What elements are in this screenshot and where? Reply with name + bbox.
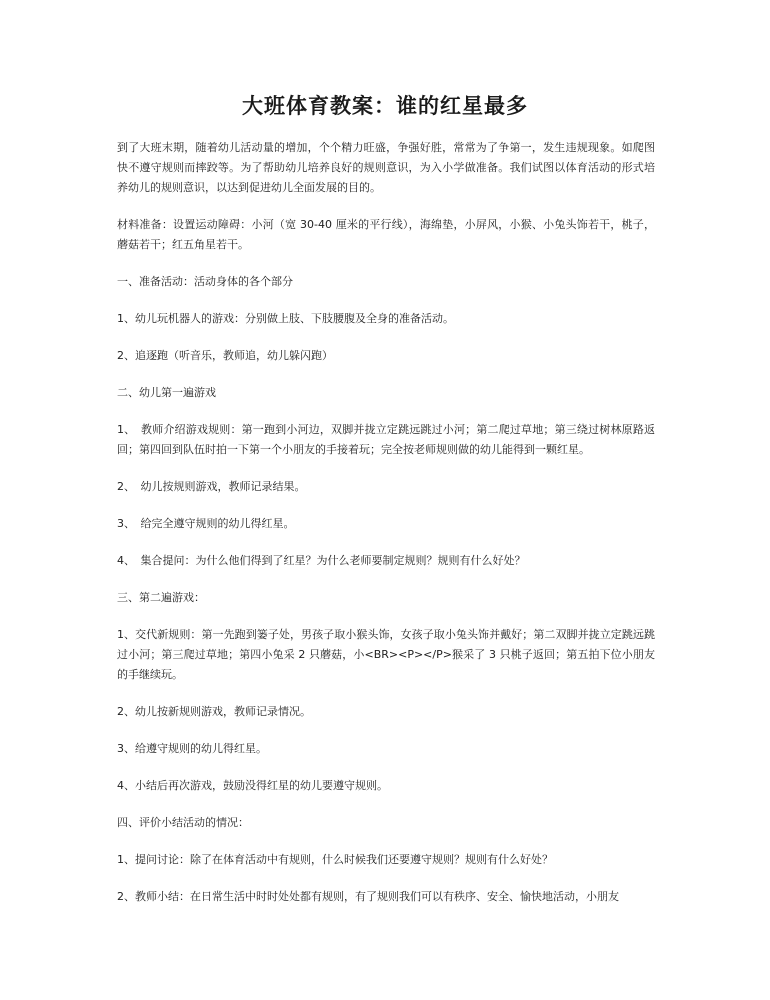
- paragraph-summary-2: 2、教师小结：在日常生活中时时处处都有规则，有了规则我们可以有秩序、安全、愉快地活动，小朋友: [117, 890, 619, 903]
- paragraph-warmup-1: 1、幼儿玩机器人的游戏：分别做上肢、下肢腰腹及全身的准备活动。: [117, 312, 454, 325]
- paragraph-first-game-1: 1、 教师介绍游戏规则：第一跑到小河边，双脚并拢立定跳远跳过小河；第二爬过草地；第三绕过树林原路返回；第四回到队伍时拍一下第一个小朋友的手接着玩；完全按老师规则做的幼儿能得到一颗红星。: [117, 423, 655, 456]
- section-heading-warmup: 一、准备活动：活动身体的各个部分: [117, 275, 293, 288]
- paragraph-intro: 到了大班末期，随着幼儿活动量的增加，个个精力旺盛，争强好胜，常常为了争第一，发生违规现象。如爬图快不遵守规则而摔跤等。为了帮助幼儿培养良好的规则意识，为入小学做准备。我们试图以体育活动的形式培养幼儿的规则意识，以达到促进幼儿全面发展的目的。: [117, 141, 655, 194]
- section-heading-summary: 四、评价小结活动的情况：: [117, 816, 249, 829]
- paragraph-second-game-1: 1、交代新规则：第一先跑到篓子处，男孩子取小猴头饰，女孩子取小兔头饰并戴好；第二双脚并拢立定跳远跳过小河；第三爬过草地；第四小兔采 2 只蘑菇，小<BR><P></P>猴采了 3 只桃子返回；第五拍下位小朋友的手继续玩。: [117, 628, 655, 681]
- section-heading-second-game: 三、第二遍游戏：: [117, 591, 205, 604]
- paragraph-first-game-2: 2、 幼儿按规则游戏，教师记录结果。: [117, 480, 306, 493]
- paragraph-materials: 材料准备：设置运动障碍：小河（宽 30-40 厘米的平行线），海绵垫，小屏风，小猴、小兔头饰若干，桃子，蘑菇若干；红五角星若干。: [117, 218, 655, 251]
- paragraph-second-game-3: 3、给遵守规则的幼儿得红星。: [117, 742, 267, 755]
- paragraph-second-game-2: 2、幼儿按新规则游戏，教师记录情况。: [117, 705, 311, 718]
- document-title: 大班体育教案：谁的红星最多: [242, 93, 528, 118]
- section-heading-first-game: 二、幼儿第一遍游戏: [117, 386, 216, 399]
- paragraph-first-game-3: 3、 给完全遵守规则的幼儿得红星。: [117, 517, 295, 530]
- paragraph-second-game-4: 4、小结后再次游戏，鼓励没得红星的幼儿要遵守规则。: [117, 779, 388, 792]
- paragraph-warmup-2: 2、追逐跑（听音乐，教师追，幼儿躲闪跑）: [117, 349, 333, 362]
- paragraph-summary-1: 1、提问讨论：除了在体育活动中有规则，什么时候我们还要遵守规则？规则有什么好处？: [117, 853, 553, 866]
- document-body: [117, 138, 655, 924]
- paragraph-first-game-4: 4、 集合提问：为什么他们得到了红星？为什么老师要制定规则？规则有什么好处？: [117, 554, 526, 567]
